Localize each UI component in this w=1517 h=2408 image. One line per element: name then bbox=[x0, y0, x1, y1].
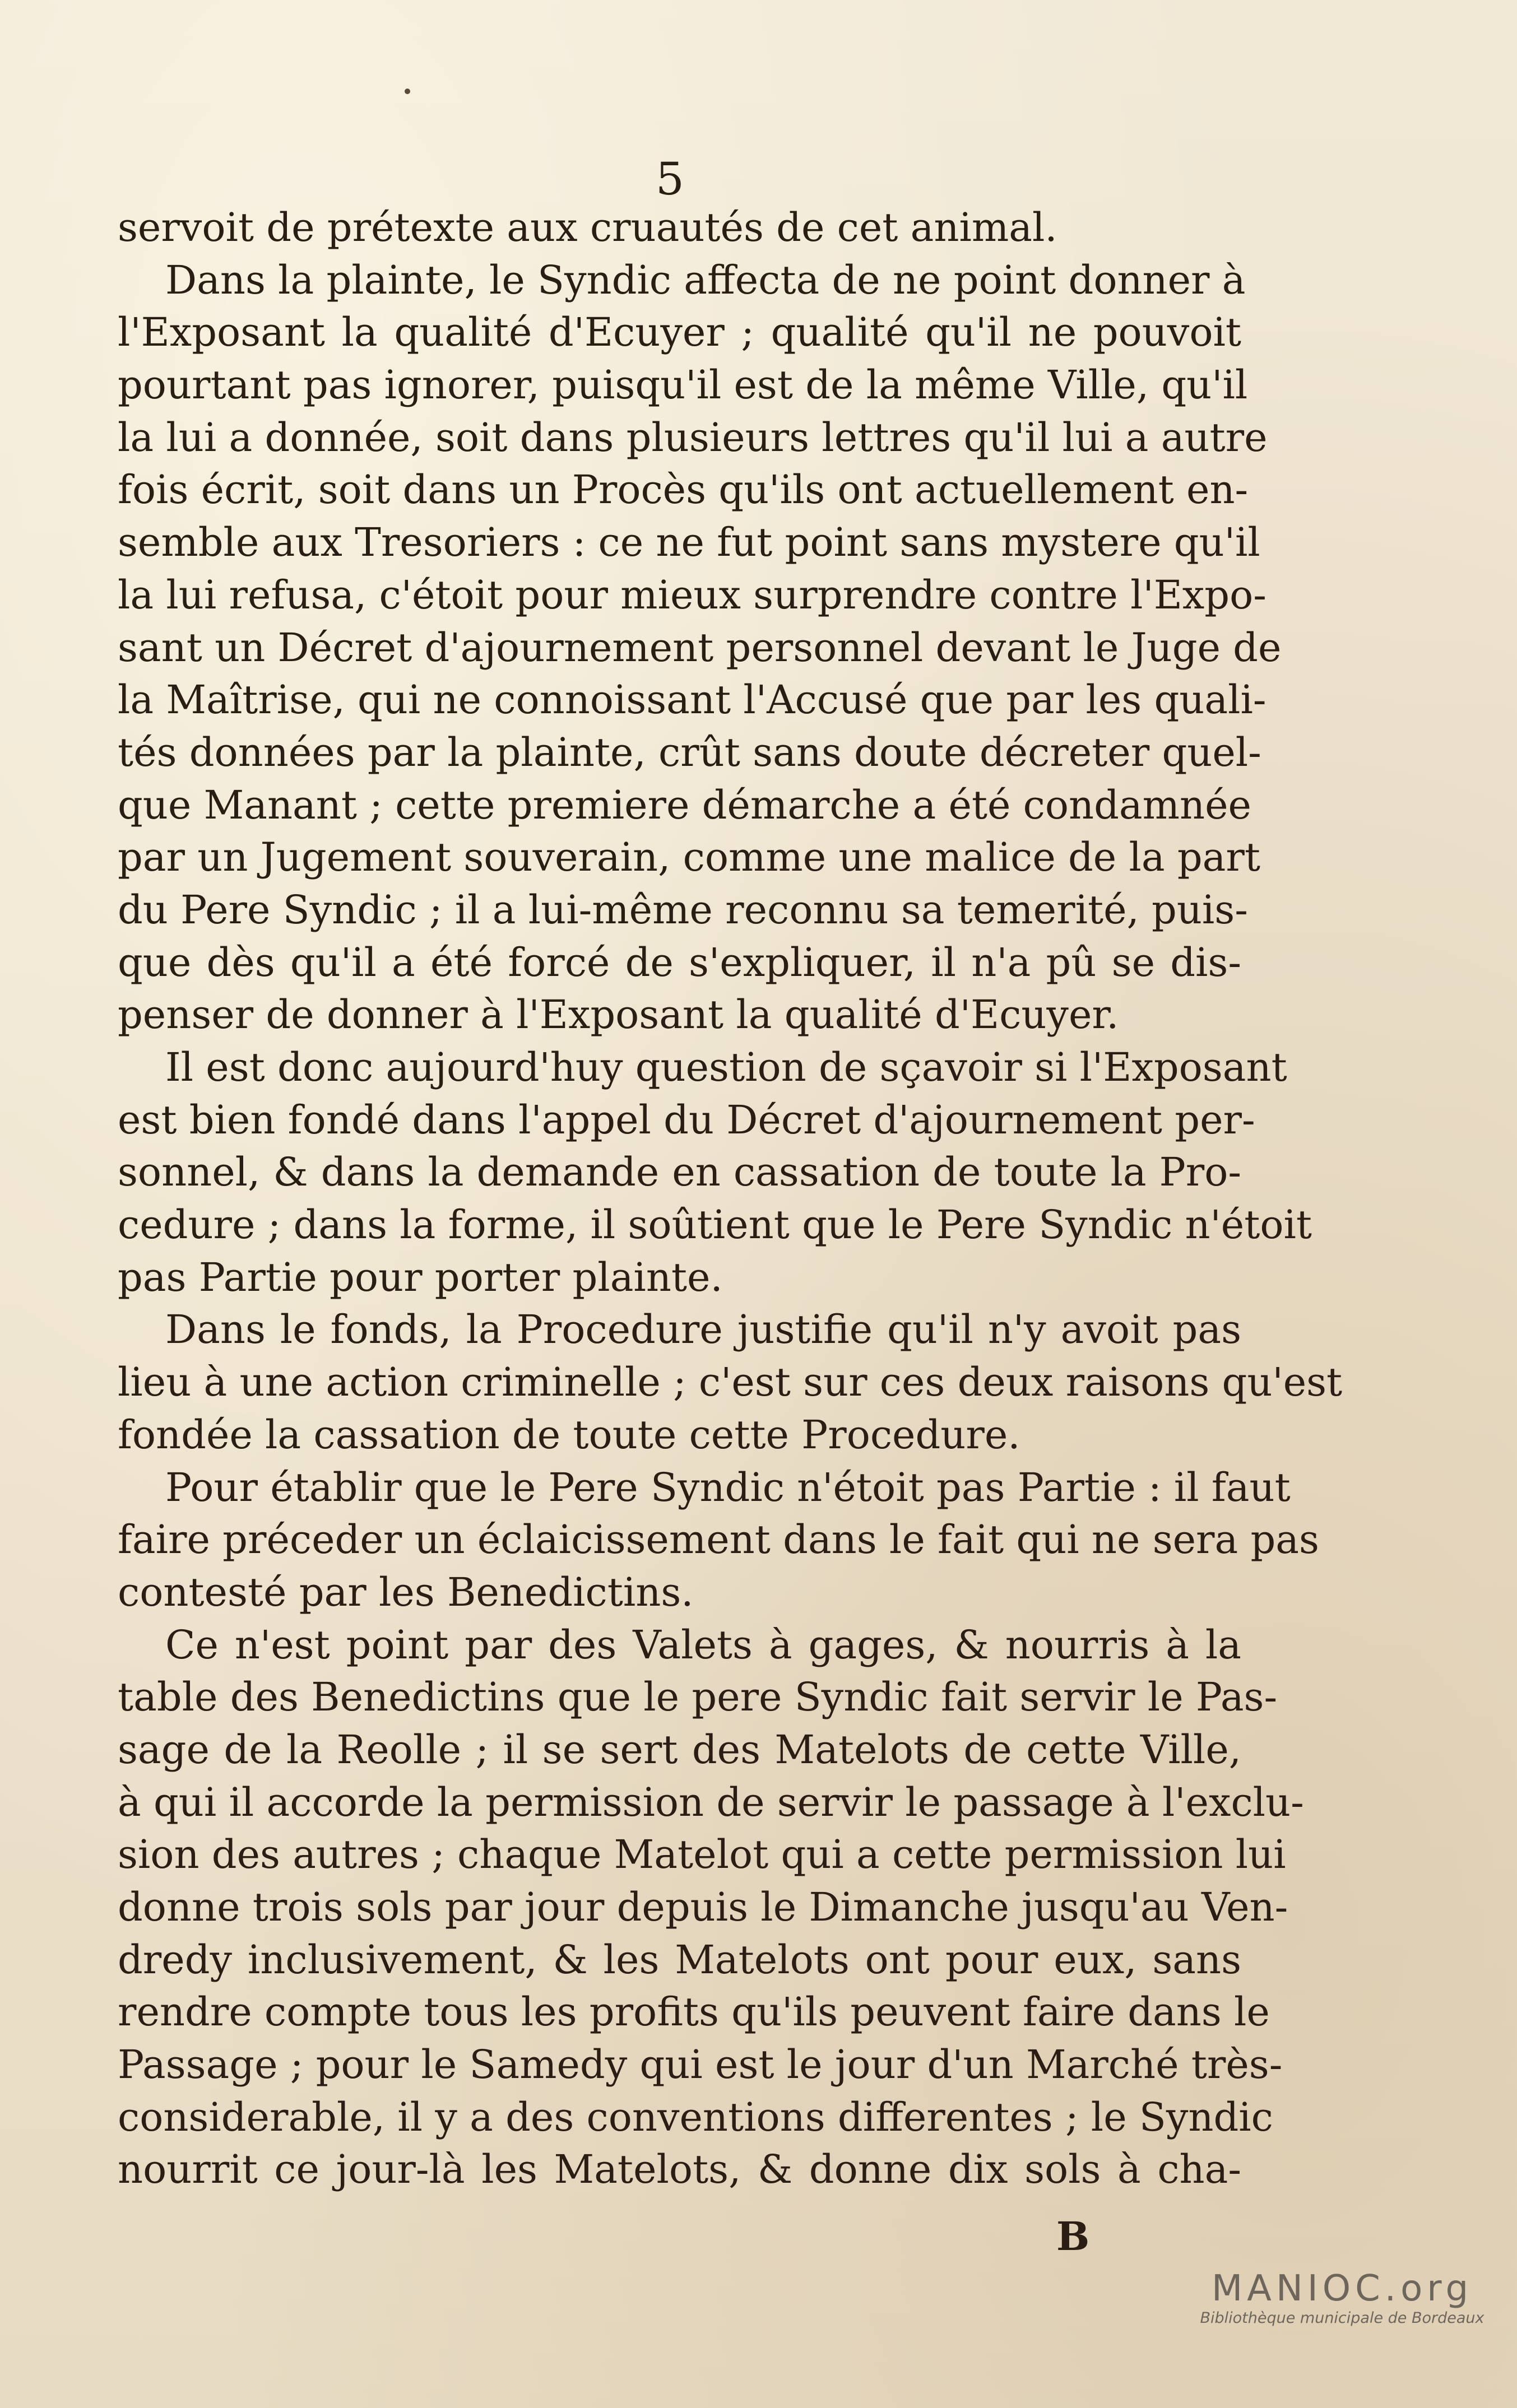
text-line: Dans le fonds, la Procedure justifie qu'il n'y avoit pas bbox=[165, 1307, 1241, 1353]
text-line: que Manant ; cette premiere démarche a été condamnée bbox=[118, 782, 1251, 828]
text-line: que dès qu'il a été forcé de s'expliquer, il n'a pû se dis- bbox=[118, 939, 1241, 985]
text-line: semble aux Tresoriers : ce ne fut point sans mystere qu'il bbox=[118, 519, 1260, 566]
text-line: Ce n'est point par des Valets à gages, & nourris à la bbox=[165, 1621, 1241, 1668]
text-line: tés données par la plainte, crût sans doute décreter quel- bbox=[118, 729, 1261, 775]
text-line: la lui a donnée, soit dans plusieurs lettres qu'il lui a autre bbox=[118, 414, 1268, 461]
text-line: considerable, il y a des conventions differentes ; le Syndic bbox=[118, 2094, 1273, 2140]
text-line: pas Partie pour porter plainte. bbox=[118, 1254, 723, 1300]
text-line: Passage ; pour le Samedy qui est le jour d'un Marché très- bbox=[118, 2042, 1283, 2088]
text-line: à qui il accorde la permission de servir le passage à l'exclu- bbox=[118, 1779, 1304, 1825]
text-line: Dans la plainte, le Syndic affecta de ne point donner à bbox=[165, 257, 1246, 303]
text-line: sage de la Reolle ; il se sert des Matelots de cette Ville, bbox=[118, 1726, 1241, 1773]
text-line: dredy inclusivement, & les Matelots ont pour eux, sans bbox=[118, 1936, 1241, 1983]
text-line: pourtant pas ignorer, puisqu'il est de la même Ville, qu'il bbox=[118, 362, 1248, 408]
text-line: faire préceder un éclaicissement dans le fait qui ne sera pas bbox=[118, 1517, 1319, 1563]
text-line: Il est donc aujourd'huy question de sçavoir si l'Exposant bbox=[165, 1044, 1287, 1090]
body-text bbox=[118, 202, 1343, 2196]
text-line: nourrit ce jour-là les Matelots, & donne dix sols à cha- bbox=[118, 2146, 1241, 2193]
text-line: table des Benedictins que le pere Syndic fait servir le Pas- bbox=[118, 1674, 1278, 1721]
page-number: 5 bbox=[656, 153, 684, 205]
text-line: donne trois sols par jour depuis le Dimanche jusqu'au Ven- bbox=[118, 1884, 1288, 1930]
text-line: la lui refusa, c'étoit pour mieux surprendre contre l'Expo- bbox=[118, 571, 1267, 618]
text-line: sant un Décret d'ajournement personnel devant le Juge de bbox=[118, 624, 1282, 671]
ink-spot bbox=[405, 89, 410, 94]
watermark-subtitle: Bibliothèque municipale de Bordeaux bbox=[1200, 2309, 1484, 2327]
watermark-logo: MANIOC.org bbox=[1211, 2268, 1473, 2309]
text-line: sonnel, & dans la demande en cassation de toute la Pro- bbox=[118, 1149, 1241, 1196]
text-line: sion des autres ; chaque Matelot qui a cette permission lui bbox=[118, 1831, 1286, 1878]
text-line: est bien fondé dans l'appel du Décret d'ajournement per- bbox=[118, 1096, 1255, 1143]
text-line: servoit de prétexte aux cruautés de cet animal. bbox=[118, 204, 1057, 250]
text-line: par un Jugement souverain, comme une malice de la part bbox=[118, 834, 1260, 881]
text-line: du Pere Syndic ; il a lui-même reconnu sa temerité, puis- bbox=[118, 886, 1248, 933]
text-line: fondée la cassation de toute cette Procedure. bbox=[118, 1411, 1020, 1458]
watermark bbox=[1185, 2269, 1499, 2328]
text-line: la Maîtrise, qui ne connoissant l'Accusé que par les quali- bbox=[118, 677, 1267, 723]
text-line: l'Exposant la qualité d'Ecuyer ; qualité qu'il ne pouvoit bbox=[118, 309, 1241, 356]
text-line: contesté par les Benedictins. bbox=[118, 1569, 694, 1615]
signature-mark: B bbox=[1056, 2213, 1090, 2260]
text-line: cedure ; dans la forme, il soûtient que le Pere Syndic n'étoit bbox=[118, 1202, 1312, 1248]
text-line: penser de donner à l'Exposant la qualité d'Ecuyer. bbox=[118, 992, 1119, 1038]
text-line: Pour établir que le Pere Syndic n'étoit pas Partie : il faut bbox=[165, 1464, 1291, 1510]
text-line: rendre compte tous les profits qu'ils peuvent faire dans le bbox=[118, 1989, 1270, 2035]
text-line: lieu à une action criminelle ; c'est sur ces deux raisons qu'est bbox=[118, 1359, 1343, 1406]
text-line: fois écrit, soit dans un Procès qu'ils ont actuellement en- bbox=[118, 467, 1249, 513]
